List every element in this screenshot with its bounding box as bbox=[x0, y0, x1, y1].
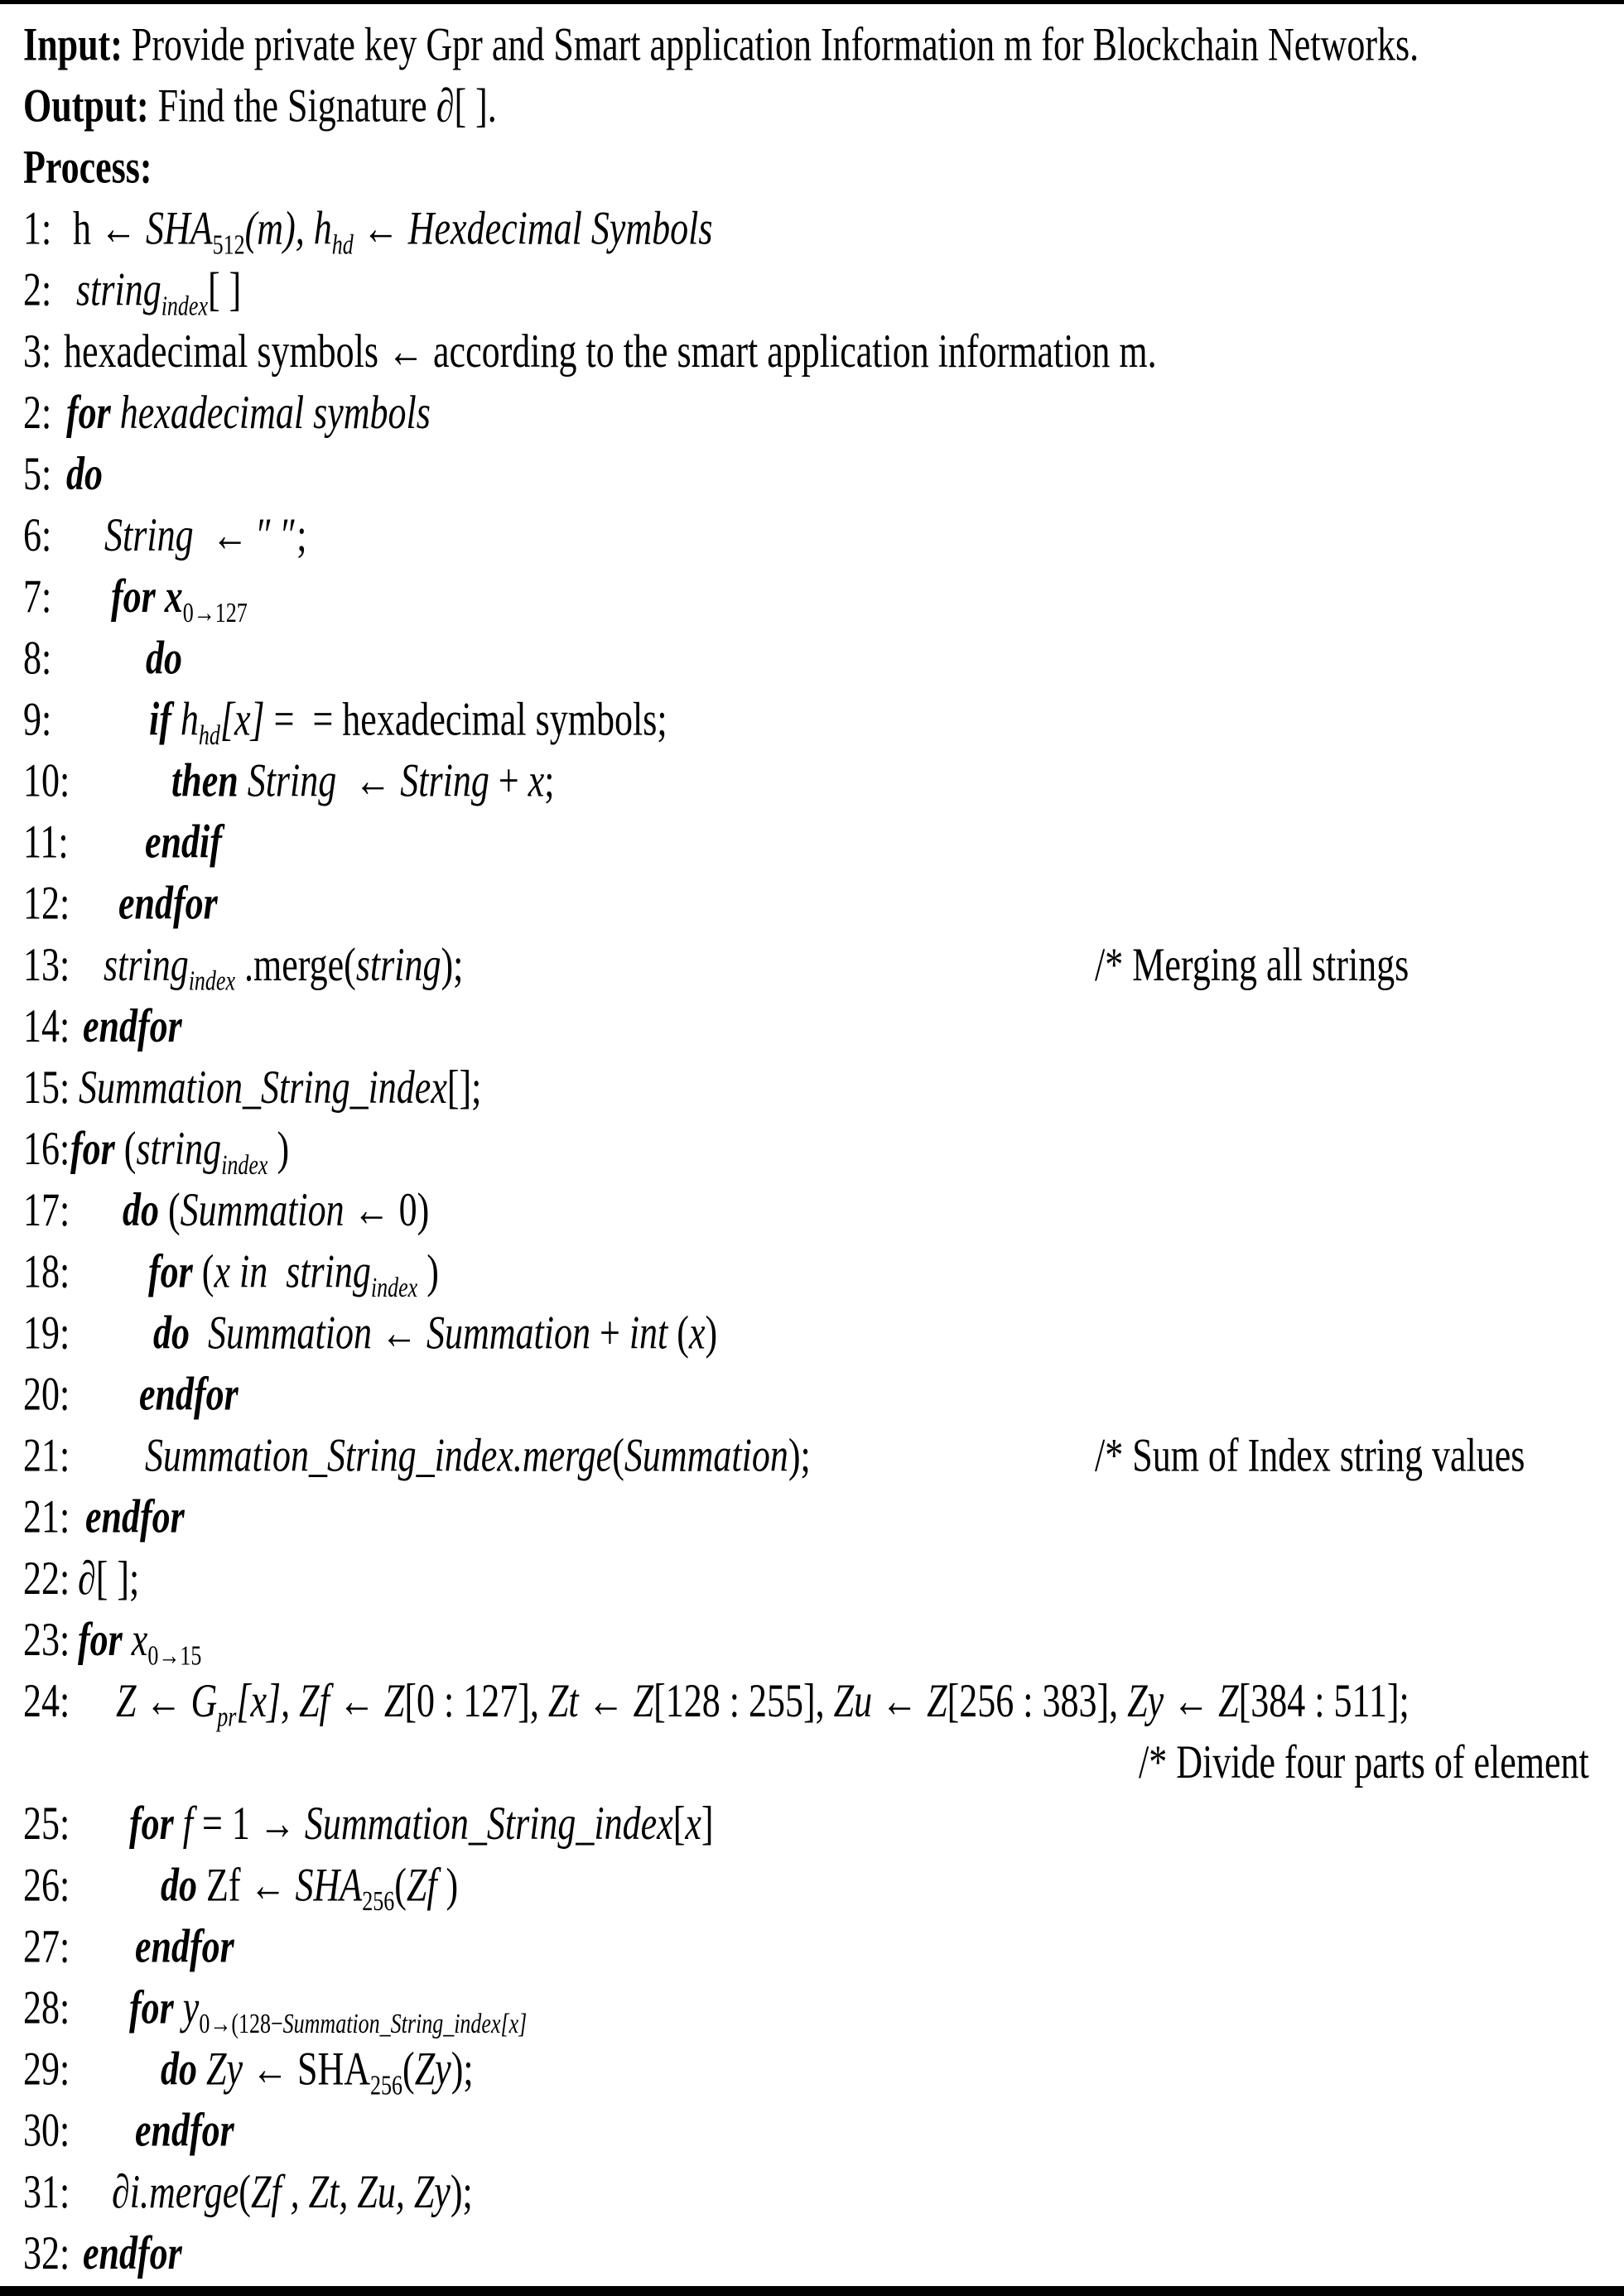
code-segment: ( bbox=[239, 2165, 251, 2218]
code-segment: for bbox=[66, 386, 120, 439]
line-code bbox=[78, 1548, 139, 1609]
code-segment: ); bbox=[788, 1428, 811, 1482]
code-segment: SHA bbox=[295, 1858, 363, 1912]
output-line bbox=[0, 75, 1624, 137]
code-segment: = = hexadecimal symbols; bbox=[264, 692, 667, 746]
code-segment: Zt bbox=[547, 1674, 588, 1727]
line-number: 15: bbox=[23, 1061, 70, 1114]
algorithm-line bbox=[0, 1425, 1624, 1486]
code-segment: ← bbox=[881, 1674, 928, 1727]
code-segment: [256 : 383], bbox=[947, 1674, 1128, 1727]
code-segment: Summation_String_index[x] bbox=[282, 2008, 528, 2039]
line-number: 10: bbox=[23, 753, 70, 807]
algorithm-line bbox=[0, 1916, 1624, 1977]
algorithm-line bbox=[0, 995, 1624, 1057]
code-segment: SHA bbox=[146, 201, 213, 255]
code-segment: endfor bbox=[135, 1919, 234, 1973]
line-number: 19: bbox=[23, 1306, 70, 1360]
line-code bbox=[139, 1364, 239, 1425]
code-segment: ; bbox=[544, 753, 555, 807]
code-segment: ( bbox=[612, 1428, 624, 1482]
line-code bbox=[112, 2161, 473, 2222]
code-segment: ( bbox=[201, 1244, 214, 1298]
code-segment: ← ″ ″; bbox=[202, 508, 307, 562]
code-segment: Z bbox=[383, 1674, 405, 1727]
code-segment: 0→(128− bbox=[199, 2008, 283, 2039]
algorithm-content bbox=[0, 5, 1624, 2284]
code-segment: Zy bbox=[206, 2042, 252, 2096]
code-segment: 256 bbox=[362, 1885, 395, 1917]
line-code bbox=[85, 1486, 185, 1548]
code-segment: string bbox=[136, 1122, 222, 1176]
algorithm-line bbox=[0, 1609, 1624, 1670]
code-segment: for bbox=[70, 1122, 124, 1176]
code-segment: Z bbox=[1218, 1674, 1239, 1727]
code-segment: for x bbox=[111, 570, 183, 623]
code-segment: Zf ← bbox=[206, 1858, 296, 1912]
line-number: 30: bbox=[23, 2104, 70, 2157]
code-segment: ← bbox=[100, 201, 146, 255]
code-segment: ← bbox=[338, 1674, 384, 1727]
code-segment: ← bbox=[345, 753, 401, 807]
line-code bbox=[123, 1179, 429, 1240]
code-segment: ) bbox=[417, 1244, 439, 1298]
code-segment: ( bbox=[123, 1122, 137, 1176]
line-code bbox=[66, 382, 431, 443]
code-segment: Find the Signature bbox=[157, 79, 436, 132]
code-segment: ] bbox=[701, 1797, 714, 1851]
code-segment: hexadecimal symbols ← according to the smart application information m. bbox=[64, 325, 1157, 378]
comment-continuation-line bbox=[0, 1731, 1624, 1793]
code-segment: endfor bbox=[135, 2104, 234, 2157]
line-code bbox=[135, 2100, 234, 2161]
top-border-rule bbox=[0, 0, 1624, 4]
code-segment: x in string bbox=[214, 1244, 371, 1298]
line-number: 27: bbox=[23, 1919, 70, 1973]
code-segment: [0 : 127], bbox=[404, 1674, 548, 1727]
input-line bbox=[0, 13, 1624, 75]
code-segment: Provide private key Gpr and Smart application Information m for Blockchain Networks. bbox=[131, 17, 1419, 71]
code-segment: Summation_String_index bbox=[304, 1797, 673, 1851]
code-segment: x bbox=[688, 1306, 706, 1360]
algorithm-line bbox=[0, 934, 1624, 995]
code-segment: h bbox=[73, 201, 100, 255]
code-segment: G bbox=[190, 1674, 218, 1727]
algorithm-line bbox=[0, 1179, 1624, 1240]
code-segment: if bbox=[149, 692, 181, 746]
line-number: 13: bbox=[23, 938, 70, 991]
line-number: 16: bbox=[23, 1122, 70, 1176]
code-segment: ← bbox=[145, 1674, 191, 1727]
code-segment: ∂i.merge bbox=[112, 2165, 239, 2218]
code-segment: for bbox=[129, 1797, 183, 1851]
line-code bbox=[146, 627, 182, 688]
code-segment: 0→15 bbox=[147, 1639, 202, 1672]
code-segment: Input: bbox=[23, 17, 132, 71]
code-segment: []; bbox=[446, 1061, 482, 1114]
line-number: 22: bbox=[23, 1552, 70, 1605]
code-segment: (m), h bbox=[244, 201, 332, 255]
code-segment: 256 bbox=[370, 2069, 403, 2101]
code-segment: ) bbox=[446, 1858, 459, 1912]
code-segment: index bbox=[161, 290, 209, 322]
code-segment: Z bbox=[116, 1674, 146, 1727]
line-number: 3: bbox=[23, 325, 52, 378]
line-code bbox=[83, 2222, 182, 2284]
line-code bbox=[66, 443, 103, 504]
code-segment: [384 : 511]; bbox=[1238, 1674, 1410, 1727]
code-segment: Z bbox=[927, 1674, 947, 1727]
algorithm-line bbox=[0, 2038, 1624, 2100]
algorithm-line bbox=[0, 1486, 1624, 1548]
code-segment: do bbox=[153, 1306, 208, 1360]
code-segment: [x] bbox=[219, 692, 265, 746]
code-segment: ← bbox=[1173, 1674, 1219, 1727]
code-segment: ∂ bbox=[78, 1552, 96, 1605]
code-segment: ( bbox=[677, 1306, 689, 1360]
line-number: 14: bbox=[23, 999, 70, 1052]
code-segment: x bbox=[528, 753, 545, 807]
algorithm-line bbox=[0, 1793, 1624, 1854]
line-code bbox=[23, 137, 152, 198]
line-number: 21: bbox=[23, 1428, 70, 1482]
line-code bbox=[23, 75, 497, 137]
algorithm-line bbox=[0, 1364, 1624, 1425]
line-code bbox=[145, 1425, 811, 1486]
algorithm-line bbox=[0, 750, 1624, 811]
line-number: 20: bbox=[23, 1367, 70, 1421]
code-segment: do bbox=[161, 1858, 206, 1912]
code-segment: 512 bbox=[212, 229, 245, 261]
code-segment: [ bbox=[672, 1797, 686, 1851]
algorithm-line bbox=[0, 1057, 1624, 1118]
code-segment: do bbox=[66, 447, 103, 500]
line-number: 6: bbox=[23, 508, 52, 562]
code-segment: ← bbox=[587, 1674, 634, 1727]
line-code bbox=[83, 995, 182, 1057]
code-segment: String bbox=[104, 508, 203, 562]
code-segment: = 1 → bbox=[202, 1797, 305, 1851]
code-segment: String bbox=[247, 753, 346, 807]
inline-comment: /* Sum of Index string values bbox=[1095, 1428, 1525, 1482]
algorithm-line bbox=[0, 504, 1624, 566]
line-number: 12: bbox=[23, 877, 70, 930]
line-code bbox=[64, 320, 1157, 382]
line-number: 31: bbox=[23, 2165, 70, 2218]
code-segment: Hexdecimal Symbols bbox=[407, 201, 713, 255]
line-number: 26: bbox=[23, 1858, 70, 1912]
inline-comment: /* Divide four parts of element bbox=[1139, 1735, 1589, 1789]
line-number: 11: bbox=[23, 815, 69, 869]
algorithm-line bbox=[0, 566, 1624, 627]
line-code bbox=[104, 504, 306, 566]
code-segment: Summation_String_index.merge bbox=[145, 1428, 613, 1482]
code-segment: for bbox=[78, 1613, 132, 1666]
algorithm-line bbox=[0, 443, 1624, 504]
algorithm-line bbox=[0, 198, 1624, 259]
code-segment: endfor bbox=[118, 877, 218, 930]
code-segment: Zu bbox=[833, 1674, 882, 1727]
code-segment: h bbox=[180, 692, 199, 746]
code-segment: Zf , Zt, Zu, Zy bbox=[250, 2165, 451, 2218]
code-segment: Summation bbox=[624, 1428, 788, 1482]
line-code bbox=[79, 1057, 481, 1118]
code-segment: ); bbox=[450, 2165, 473, 2218]
code-segment: do bbox=[161, 2042, 206, 2096]
code-segment: index bbox=[188, 965, 236, 997]
code-segment: String bbox=[400, 753, 489, 807]
algorithm-line bbox=[0, 1548, 1624, 1609]
code-segment: 0→127 bbox=[182, 597, 248, 628]
code-segment: string bbox=[76, 263, 161, 316]
code-segment: ) bbox=[705, 1306, 718, 1360]
code-segment: string bbox=[104, 938, 189, 991]
code-segment: y bbox=[182, 1981, 200, 2034]
code-segment: endfor bbox=[83, 2226, 182, 2279]
code-segment: endfor bbox=[83, 999, 182, 1052]
code-segment: ← 0) bbox=[353, 1183, 430, 1237]
code-segment: [ ] bbox=[208, 263, 242, 316]
code-segment: Zf bbox=[406, 1858, 446, 1912]
code-segment: do bbox=[146, 631, 182, 685]
line-code bbox=[23, 13, 1419, 75]
line-code bbox=[171, 750, 554, 811]
code-segment: Z bbox=[633, 1674, 654, 1727]
line-number: 24: bbox=[23, 1674, 70, 1727]
algorithm-line bbox=[0, 1240, 1624, 1302]
code-segment: [128 : 255], bbox=[653, 1674, 834, 1727]
code-segment: int bbox=[629, 1306, 677, 1360]
code-segment: for bbox=[129, 1981, 183, 2034]
algorithm-line bbox=[0, 1670, 1624, 1731]
line-number: 32: bbox=[23, 2226, 70, 2279]
algorithm-line bbox=[0, 689, 1624, 750]
code-segment: [ ]. bbox=[454, 79, 497, 132]
code-segment: Zy bbox=[1127, 1674, 1173, 1727]
algorithm-line bbox=[0, 1854, 1624, 1915]
code-segment: f bbox=[182, 1797, 203, 1851]
line-number: 28: bbox=[23, 1981, 70, 2034]
code-segment: x bbox=[131, 1613, 148, 1666]
code-segment: index bbox=[221, 1148, 268, 1181]
code-segment: + bbox=[590, 1306, 629, 1360]
algorithm-line bbox=[0, 1118, 1624, 1179]
line-number: 2: bbox=[23, 386, 52, 439]
process-line bbox=[0, 137, 1624, 198]
algorithm-line bbox=[0, 811, 1624, 873]
algorithm-line bbox=[0, 259, 1624, 320]
line-number: 9: bbox=[23, 692, 52, 746]
line-code bbox=[145, 811, 222, 873]
code-segment: ( bbox=[168, 1183, 181, 1237]
inline-comment: /* Merging all strings bbox=[1095, 938, 1410, 991]
line-number: 25: bbox=[23, 1797, 70, 1851]
code-segment: + bbox=[489, 753, 528, 807]
algorithm-line bbox=[0, 873, 1624, 934]
line-number: 23: bbox=[23, 1613, 70, 1666]
algorithm-line bbox=[0, 320, 1624, 382]
code-segment: ( bbox=[394, 1858, 407, 1912]
code-segment: Zy bbox=[414, 2042, 451, 2096]
code-segment: string bbox=[355, 938, 441, 991]
code-segment: [ ]; bbox=[95, 1552, 140, 1605]
code-segment: ← bbox=[353, 201, 408, 255]
code-segment: x bbox=[685, 1797, 701, 1851]
algorithm-line bbox=[0, 2222, 1624, 2284]
code-segment: ( bbox=[402, 2042, 415, 2096]
code-segment: Summation bbox=[208, 1306, 381, 1360]
line-number: 5: bbox=[23, 447, 52, 500]
code-segment: pr bbox=[217, 1701, 237, 1733]
code-segment: ); bbox=[441, 938, 464, 991]
code-segment: Summation bbox=[180, 1183, 354, 1237]
line-number: 8: bbox=[23, 631, 52, 685]
line-number: 7: bbox=[23, 570, 52, 623]
line-number: 18: bbox=[23, 1244, 70, 1298]
code-segment: Summation_String_index bbox=[79, 1061, 447, 1114]
code-segment: Summation bbox=[426, 1306, 590, 1360]
code-segment: ) bbox=[267, 1122, 290, 1176]
line-number: 2: bbox=[23, 263, 52, 316]
line-number: 29: bbox=[23, 2042, 70, 2096]
code-segment: hd bbox=[331, 229, 354, 261]
line-number: 21: bbox=[23, 1490, 70, 1543]
algorithm-line bbox=[0, 627, 1624, 688]
code-segment: ← bbox=[381, 1306, 426, 1360]
line-code bbox=[118, 873, 218, 934]
line-code bbox=[153, 1302, 717, 1364]
line-number: 1: bbox=[23, 201, 52, 255]
code-segment: ); bbox=[451, 2042, 474, 2096]
code-segment: then bbox=[171, 753, 248, 807]
code-segment: ∂ bbox=[436, 79, 455, 132]
code-segment: endfor bbox=[139, 1367, 239, 1421]
algorithm-line bbox=[0, 1302, 1624, 1364]
code-segment: .merge( bbox=[235, 938, 356, 991]
code-segment: endfor bbox=[85, 1490, 185, 1543]
code-segment: Output: bbox=[23, 79, 158, 132]
code-segment: index bbox=[370, 1272, 418, 1303]
code-segment: hd bbox=[198, 720, 220, 751]
algorithm-line bbox=[0, 2100, 1624, 2161]
code-segment: ← SHA bbox=[252, 2042, 371, 2096]
algorithm-line bbox=[0, 2161, 1624, 2222]
line-code bbox=[135, 1916, 234, 1977]
code-segment: endif bbox=[145, 815, 222, 869]
line-number: 17: bbox=[23, 1183, 70, 1237]
code-segment: [x], Zf bbox=[236, 1674, 339, 1727]
bottom-border-rule bbox=[0, 2286, 1624, 2296]
algorithm-line bbox=[0, 382, 1624, 443]
code-segment: do bbox=[123, 1183, 168, 1237]
code-segment: Process: bbox=[23, 140, 152, 194]
code-segment: for bbox=[148, 1244, 202, 1298]
code-segment: hexadecimal symbols bbox=[119, 386, 431, 439]
line-code bbox=[129, 1793, 714, 1854]
algorithm-line bbox=[0, 1977, 1624, 2038]
